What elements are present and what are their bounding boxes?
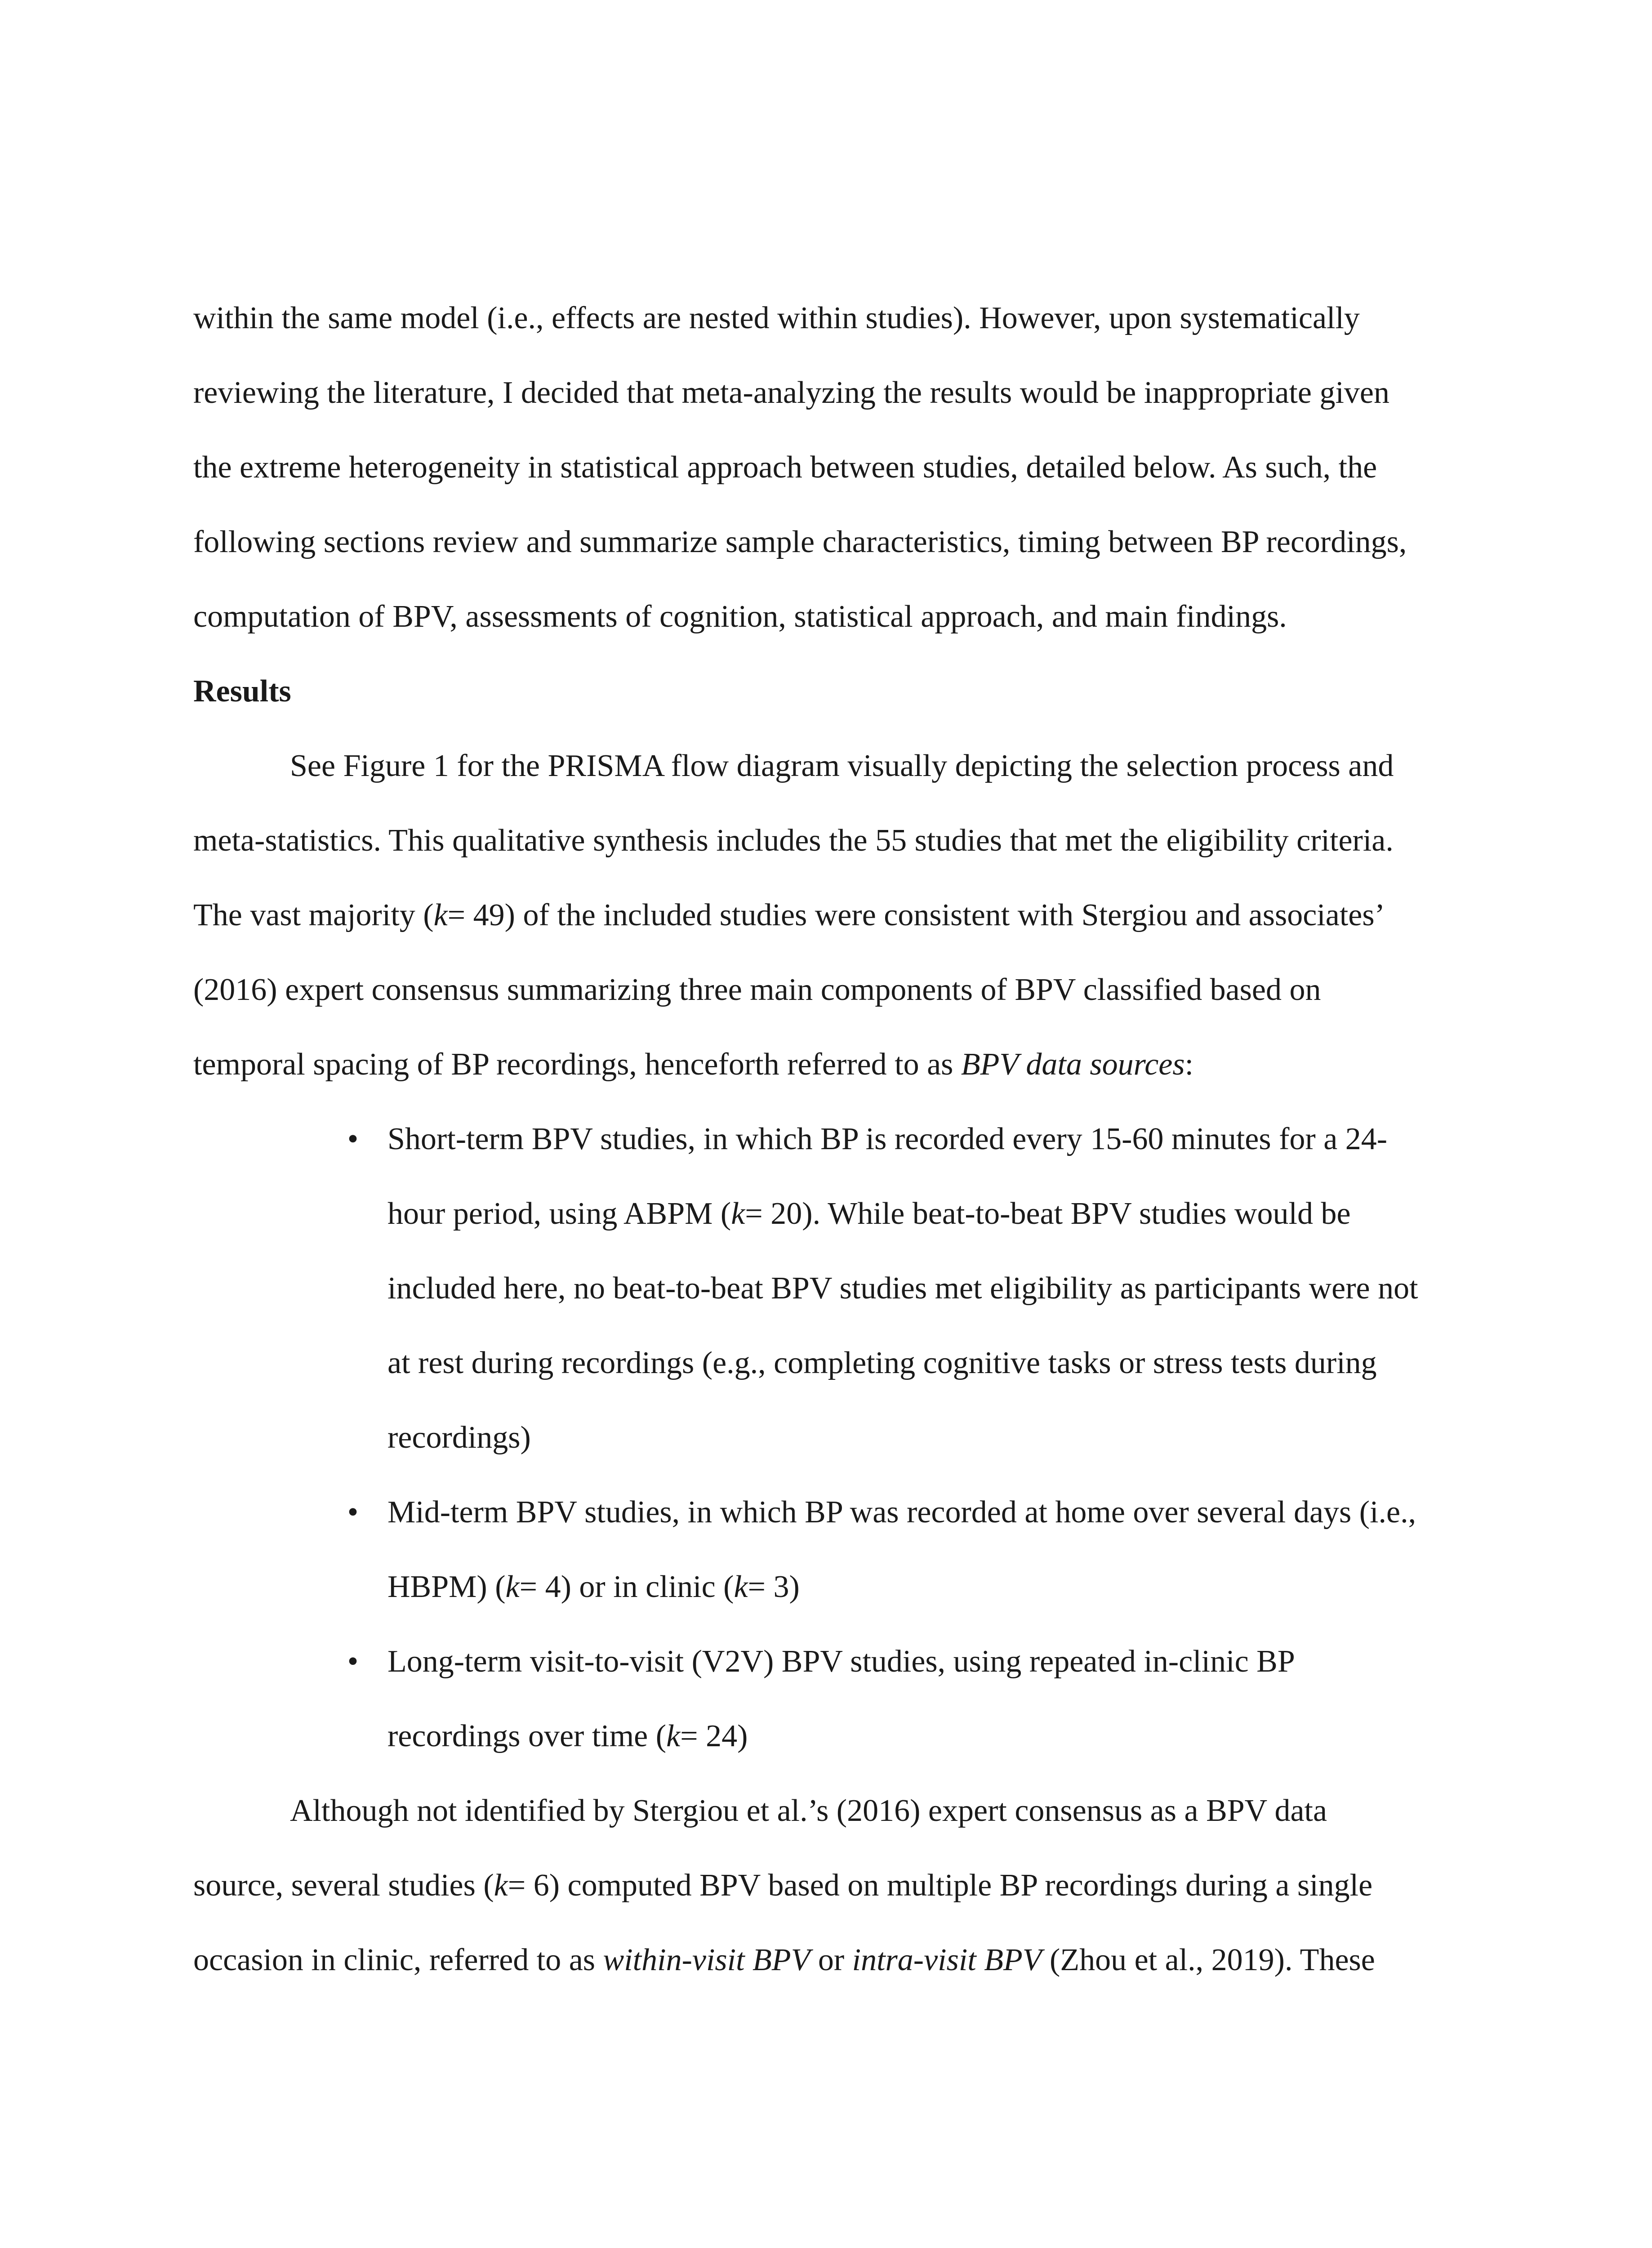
italic-term: BPV data sources <box>961 1047 1185 1082</box>
section-heading: Results <box>193 674 291 709</box>
bullet-icon: • <box>347 1495 359 1530</box>
italic-k: k <box>734 1570 748 1604</box>
paragraph-line: the extreme heterogeneity in statistical approach between studies, detailed below. As such, the <box>193 450 1377 485</box>
text-run: HBPM) ( <box>387 1570 506 1604</box>
list-item <box>193 1624 1452 1774</box>
list-line: Short-term BPV studies, in which BP is recorded every 15-60 minutes for a 24- <box>387 1122 1388 1156</box>
text-run: = 24) <box>680 1719 748 1753</box>
paragraph-line <box>193 1027 1452 1102</box>
list-item <box>193 1475 1452 1624</box>
italic-term: intra-visit BPV <box>852 1943 1042 1977</box>
paragraph-line: See Figure 1 for the PRISMA flow diagram visually depicting the selection process and <box>290 749 1394 783</box>
italic-k: k <box>433 898 448 932</box>
text-run: or <box>810 1943 852 1977</box>
italic-k: k <box>666 1719 681 1753</box>
text-run: hour period, using ABPM ( <box>387 1196 731 1231</box>
paragraph-line: meta-statistics. This qualitative synthesis includes the 55 studies that met the eligibility criteria. <box>193 823 1394 858</box>
italic-k: k <box>505 1570 520 1604</box>
paragraph-line <box>193 878 1452 953</box>
bullet-list <box>193 1102 1452 1774</box>
text-run: The vast majority ( <box>193 898 434 932</box>
paragraph-line: following sections review and summarize sample characteristics, timing between BP recordings, <box>193 525 1407 559</box>
text-run: occasion in clinic, referred to as <box>193 1943 603 1977</box>
text-run: temporal spacing of BP recordings, henceforth referred to as <box>193 1047 961 1082</box>
text-run: = 4) or in clinic ( <box>519 1570 734 1604</box>
italic-k: k <box>494 1868 508 1903</box>
paragraph-line: within the same model (i.e., effects are nested within studies). However, upon systematically <box>193 301 1360 335</box>
paragraph-line <box>193 1923 1452 1998</box>
list-line: recordings) <box>387 1420 531 1455</box>
paragraph-line: (2016) expert consensus summarizing three main components of BPV classified based on <box>193 972 1321 1007</box>
text-run: (Zhou et al., 2019). These <box>1042 1943 1375 1977</box>
list-line: Mid-term BPV studies, in which BP was recorded at home over several days (i.e., <box>387 1495 1416 1530</box>
text-run: = 20). While beat-to-beat BPV studies would be <box>745 1196 1351 1231</box>
bullet-icon: • <box>347 1644 359 1679</box>
list-line: Long-term visit-to-visit (V2V) BPV studies, using repeated in-clinic BP <box>387 1644 1295 1679</box>
text-run: = 49) of the included studies were consistent with Stergiou and associates’ <box>447 898 1385 932</box>
text-run: : <box>1184 1047 1194 1082</box>
paragraph-line <box>193 1848 1452 1923</box>
paragraph-line: reviewing the literature, I decided that meta-analyzing the results would be inappropriate given <box>193 375 1389 410</box>
list-line: at rest during recordings (e.g., completing cognitive tasks or stress tests during <box>387 1346 1377 1380</box>
text-run: = 3) <box>748 1570 800 1604</box>
text-run: source, several studies ( <box>193 1868 494 1903</box>
bullet-icon: • <box>347 1122 359 1156</box>
italic-k: k <box>731 1196 745 1231</box>
list-item <box>193 1102 1452 1475</box>
paragraph-line: Although not identified by Stergiou et al.’s (2016) expert consensus as a BPV data <box>290 1793 1327 1828</box>
list-line <box>387 1550 1452 1624</box>
text-run: recordings over time ( <box>387 1719 667 1753</box>
list-line: included here, no beat-to-beat BPV studies met eligibility as participants were not <box>387 1271 1418 1306</box>
text-run: = 6) computed BPV based on multiple BP recordings during a single <box>508 1868 1373 1903</box>
italic-term: within-visit BPV <box>603 1943 810 1977</box>
list-line <box>387 1699 1452 1774</box>
list-line <box>387 1177 1452 1251</box>
body-text <box>193 281 1452 1998</box>
paragraph-line: computation of BPV, assessments of cognition, statistical approach, and main findings. <box>193 599 1287 634</box>
